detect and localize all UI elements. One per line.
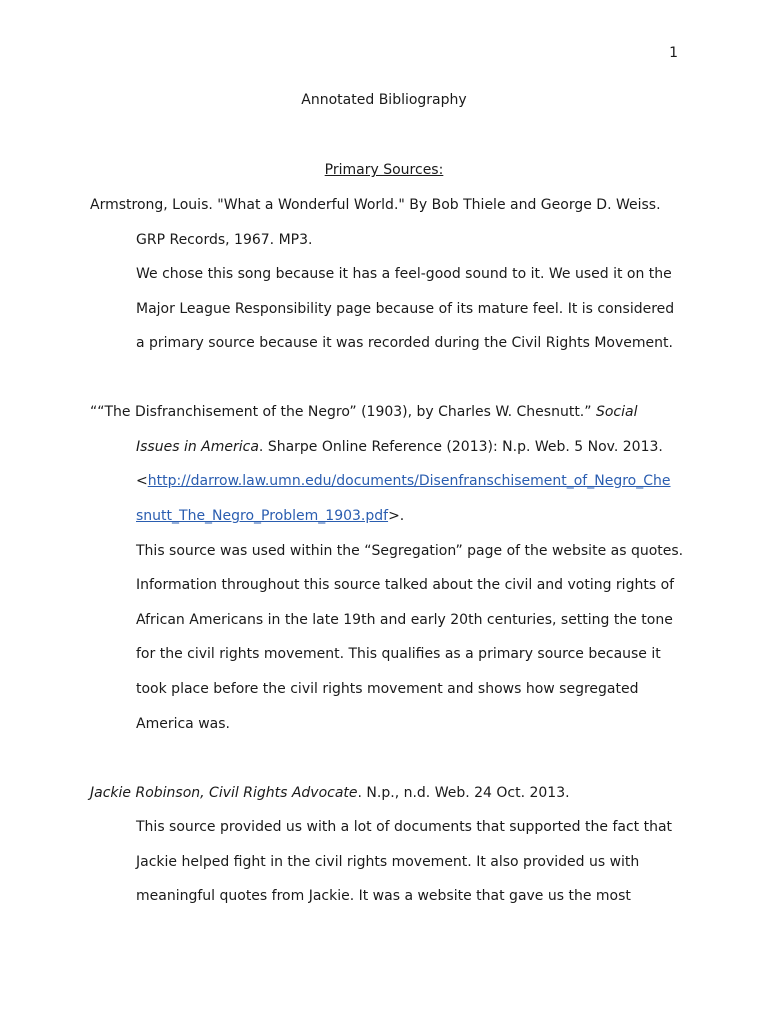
entry-2-annotation-line-6: America was. bbox=[136, 716, 230, 732]
link-open-bracket: < bbox=[136, 473, 148, 489]
link-close-bracket: >. bbox=[388, 508, 405, 524]
entry-2-link-line-2 bbox=[136, 507, 404, 525]
entry-3-annotation-line-1: This source provided us with a lot of documents that supported the fact that bbox=[136, 819, 673, 835]
entry-1-annotation-line-1: We chose this song because it has a feel-good sound to it. We used it on the bbox=[136, 266, 672, 282]
entry-2-citation-text: ““The Disfranchisement of the Negro” (1903), by Charles W. Chesnutt.” bbox=[90, 404, 596, 420]
entry-2-citation-line-2 bbox=[136, 438, 663, 456]
entry-2-citation-italic: Social bbox=[595, 404, 638, 420]
entry-1-annotation-line-2: Major League Responsibility page because of its mature feel. It is considered bbox=[136, 301, 675, 317]
page-number: 1 bbox=[669, 45, 678, 61]
entry-1-citation-line-1: Armstrong, Louis. "What a Wonderful World." By Bob Thiele and George D. Weiss. bbox=[90, 197, 661, 213]
entry-1-annotation-line-3: a primary source because it was recorded during the Civil Rights Movement. bbox=[136, 335, 673, 351]
entry-2-citation-text-2: . Sharpe Online Reference (2013): N.p. Web. 5 Nov. 2013. bbox=[258, 439, 663, 455]
entry-2-annotation-line-2: Information throughout this source talked about the civil and voting rights of bbox=[136, 577, 675, 593]
entry-1-citation-line-2: GRP Records, 1967. MP3. bbox=[136, 232, 313, 248]
entry-3-citation bbox=[90, 784, 570, 802]
entry-2-link-line-1 bbox=[136, 472, 671, 490]
entry-2-annotation-line-1: This source was used within the “Segregation” page of the website as quotes. bbox=[136, 543, 684, 559]
section-heading bbox=[0, 162, 768, 178]
entry-2-citation-line-1 bbox=[90, 403, 637, 421]
source-link-part-1[interactable]: http://darrow.law.umn.edu/documents/Disenfranschisement_of_Negro_Che bbox=[147, 473, 671, 489]
entry-3-citation-italic: Jackie Robinson, Civil Rights Advocate bbox=[90, 785, 358, 801]
entry-3-citation-text: . N.p., n.d. Web. 24 Oct. 2013. bbox=[357, 785, 570, 801]
source-link-part-2[interactable]: snutt_The_Negro_Problem_1903.pdf bbox=[136, 508, 389, 524]
entry-2-citation-italic-2: Issues in America bbox=[136, 439, 259, 455]
document-title: Annotated Bibliography bbox=[301, 92, 467, 108]
section-heading-text: Primary Sources: bbox=[324, 162, 444, 178]
entry-3-annotation-line-3: meaningful quotes from Jackie. It was a website that gave us the most bbox=[136, 888, 631, 904]
entry-2-annotation-line-3: African Americans in the late 19th and early 20th centuries, setting the tone bbox=[136, 612, 673, 628]
entry-2-annotation-line-5: took place before the civil rights movement and shows how segregated bbox=[136, 681, 639, 697]
entry-2-annotation-line-4: for the civil rights movement. This qualifies as a primary source because it bbox=[136, 646, 661, 662]
entry-3-annotation-line-2: Jackie helped fight in the civil rights movement. It also provided us with bbox=[136, 854, 640, 870]
